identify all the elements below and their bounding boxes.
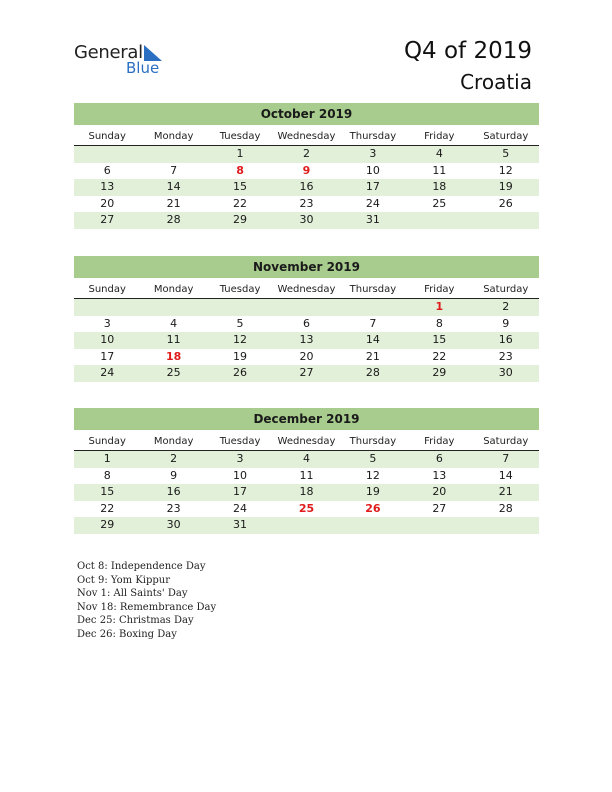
week-row: [74, 349, 539, 366]
week-row: [74, 451, 539, 468]
holiday-note: Dec 25: Christmas Day: [77, 615, 194, 627]
month-title: October 2019: [74, 103, 539, 125]
date-cell: 7: [502, 452, 510, 465]
date-cell: 16: [498, 333, 513, 346]
date-cell: 2: [502, 300, 510, 313]
date-cell: 21: [498, 485, 513, 498]
weekday-label: Thursday: [349, 131, 397, 142]
week-row: [74, 468, 539, 485]
date-cell: [406, 517, 472, 534]
weekday-label: Friday: [424, 131, 455, 142]
date-cell: 27: [299, 366, 314, 379]
date-cell: 5: [236, 316, 244, 330]
weekday-label: Saturday: [483, 131, 529, 142]
date-cell: 15: [100, 485, 115, 498]
month-november: [74, 256, 539, 382]
logo-text-general: General: [74, 42, 143, 63]
date-cell: 12: [498, 163, 513, 177]
date-cell: 17: [100, 349, 115, 363]
date-cell: 28: [365, 366, 380, 379]
week-row: [74, 196, 539, 213]
date-cell: 28: [166, 213, 181, 226]
brand-logo: [74, 42, 174, 78]
date-cell: 20: [100, 196, 115, 210]
date-cell: 22: [233, 196, 248, 210]
holiday-date-cell: 9: [302, 163, 311, 177]
weekday-label: Wednesday: [277, 131, 336, 142]
date-cell: 22: [100, 501, 115, 515]
holiday-notes: [77, 560, 216, 642]
date-cell: 25: [166, 366, 181, 379]
holiday-note: Oct 8: Independence Day: [77, 561, 206, 572]
month-october: [74, 103, 539, 229]
date-cell: 26: [498, 196, 513, 210]
holiday-date-cell: 18: [165, 349, 182, 363]
weekday-header-row: [74, 128, 539, 146]
date-cell: 17: [365, 180, 380, 193]
date-cell: 21: [166, 196, 181, 210]
month-title: November 2019: [74, 256, 539, 278]
weekday-header-row: [74, 433, 539, 451]
month-title: December 2019: [74, 408, 539, 430]
weekday-label: Thursday: [349, 284, 397, 295]
date-cell: 7: [369, 316, 377, 330]
date-cell: [74, 146, 140, 163]
date-cell: 10: [100, 333, 115, 346]
date-cell: 22: [432, 349, 447, 363]
date-cell: 5: [502, 147, 510, 160]
weekday-label: Friday: [424, 436, 455, 447]
date-cell: 4: [302, 452, 310, 465]
date-cell: 16: [166, 485, 181, 498]
date-cell: 2: [170, 452, 178, 465]
date-cell: 28: [498, 501, 513, 515]
date-cell: 3: [103, 316, 111, 330]
date-cell: 5: [369, 452, 377, 465]
date-cell: 29: [100, 518, 115, 531]
weekday-label: Saturday: [483, 436, 529, 447]
date-cell: 11: [432, 163, 447, 177]
weekday-label: Wednesday: [277, 284, 336, 295]
weekday-label: Thursday: [349, 436, 397, 447]
date-cell: 31: [365, 213, 380, 226]
holiday-date-cell: 8: [236, 163, 244, 177]
date-cell: 24: [100, 366, 115, 379]
date-cell: 3: [369, 147, 377, 160]
date-cell: 17: [233, 485, 248, 498]
date-cell: 23: [166, 501, 181, 515]
date-cell: 30: [498, 366, 513, 379]
week-row: [74, 146, 539, 163]
weekday-label: Friday: [424, 284, 455, 295]
week-row: [74, 501, 539, 518]
holiday-note: Oct 9: Yom Kippur: [77, 574, 171, 586]
date-cell: 19: [498, 180, 513, 193]
date-cell: 21: [365, 349, 380, 363]
date-cell: 11: [299, 468, 314, 482]
date-cell: 19: [233, 349, 248, 363]
date-cell: 25: [432, 196, 447, 210]
date-cell: 7: [170, 163, 178, 177]
date-cell: 1: [103, 452, 111, 465]
date-cell: 20: [299, 349, 314, 363]
date-cell: [406, 212, 472, 229]
week-row: [74, 484, 539, 501]
date-cell: 12: [233, 333, 248, 346]
weekday-label: Wednesday: [277, 436, 336, 447]
date-cell: 6: [435, 452, 443, 465]
weekday-label: Saturday: [483, 284, 529, 295]
date-cell: [273, 299, 339, 316]
date-cell: 10: [365, 163, 380, 177]
date-cell: 13: [432, 468, 447, 482]
weekday-label: Sunday: [88, 284, 126, 295]
week-row: [74, 365, 539, 382]
date-cell: 3: [236, 452, 244, 465]
date-cell: [74, 299, 140, 316]
weekday-label: Tuesday: [219, 436, 261, 447]
date-cell: 15: [432, 333, 447, 346]
date-cell: 20: [432, 485, 447, 498]
weekday-header-row: [74, 281, 539, 299]
date-cell: 29: [233, 213, 248, 226]
date-cell: 11: [166, 333, 181, 346]
holiday-date-cell: 26: [365, 501, 381, 515]
holiday-date-cell: 1: [435, 300, 444, 313]
weekday-label: Monday: [153, 131, 194, 142]
week-row: [74, 517, 539, 534]
date-cell: 13: [100, 180, 115, 193]
week-row: [74, 332, 539, 349]
date-cell: [473, 212, 539, 229]
week-row: [74, 179, 539, 196]
weekday-label: Tuesday: [219, 284, 261, 295]
weekday-label: Sunday: [88, 131, 126, 142]
date-cell: 19: [365, 485, 380, 498]
page-title: Q4 of 2019: [403, 38, 532, 64]
date-cell: 27: [432, 501, 447, 515]
weekday-label: Monday: [153, 284, 194, 295]
date-cell: 23: [299, 196, 314, 210]
date-cell: 23: [498, 349, 513, 363]
date-cell: 29: [432, 366, 447, 379]
week-row: [74, 212, 539, 229]
date-cell: 30: [166, 518, 181, 531]
weekday-label: Monday: [153, 436, 194, 447]
date-cell: 18: [299, 485, 314, 498]
date-cell: 10: [233, 468, 248, 482]
holiday-note: Dec 26: Boxing Day: [77, 628, 177, 640]
date-cell: 13: [299, 333, 314, 346]
date-cell: [207, 299, 273, 316]
date-cell: 4: [170, 316, 178, 330]
date-cell: 2: [302, 147, 310, 160]
date-cell: [140, 146, 206, 163]
date-cell: [340, 517, 406, 534]
week-row: [74, 316, 539, 333]
date-cell: 27: [100, 213, 115, 226]
date-cell: 30: [299, 213, 314, 226]
date-cell: 18: [432, 180, 447, 193]
date-cell: 4: [435, 147, 443, 160]
holiday-date-cell: 25: [298, 501, 315, 515]
date-cell: 14: [365, 333, 380, 346]
date-cell: 8: [103, 468, 111, 482]
date-cell: [273, 517, 339, 534]
date-cell: 12: [365, 468, 380, 482]
date-cell: 14: [498, 468, 513, 482]
week-row: [74, 299, 539, 316]
holiday-note: Nov 18: Remembrance Day: [77, 601, 217, 613]
date-cell: 9: [502, 316, 510, 330]
date-cell: 24: [233, 501, 248, 515]
logo-text-blue: Blue: [126, 59, 160, 77]
date-cell: [340, 299, 406, 316]
date-cell: [473, 517, 539, 534]
date-cell: 6: [302, 316, 310, 330]
date-cell: 15: [233, 180, 248, 193]
country-name: Croatia: [460, 70, 532, 94]
date-cell: 6: [103, 163, 111, 177]
date-cell: 14: [166, 180, 181, 193]
week-row: [74, 163, 539, 180]
month-december: [74, 408, 539, 534]
date-cell: [140, 299, 206, 316]
weekday-label: Sunday: [88, 436, 126, 447]
date-cell: 8: [435, 316, 443, 330]
date-cell: 24: [365, 196, 380, 210]
holiday-note: Nov 1: All Saints' Day: [77, 588, 188, 600]
date-cell: 31: [233, 518, 248, 531]
date-cell: 16: [299, 180, 314, 193]
date-cell: 26: [233, 366, 248, 379]
weekday-label: Tuesday: [219, 131, 261, 142]
date-cell: 1: [236, 147, 244, 160]
date-cell: 9: [170, 468, 178, 482]
